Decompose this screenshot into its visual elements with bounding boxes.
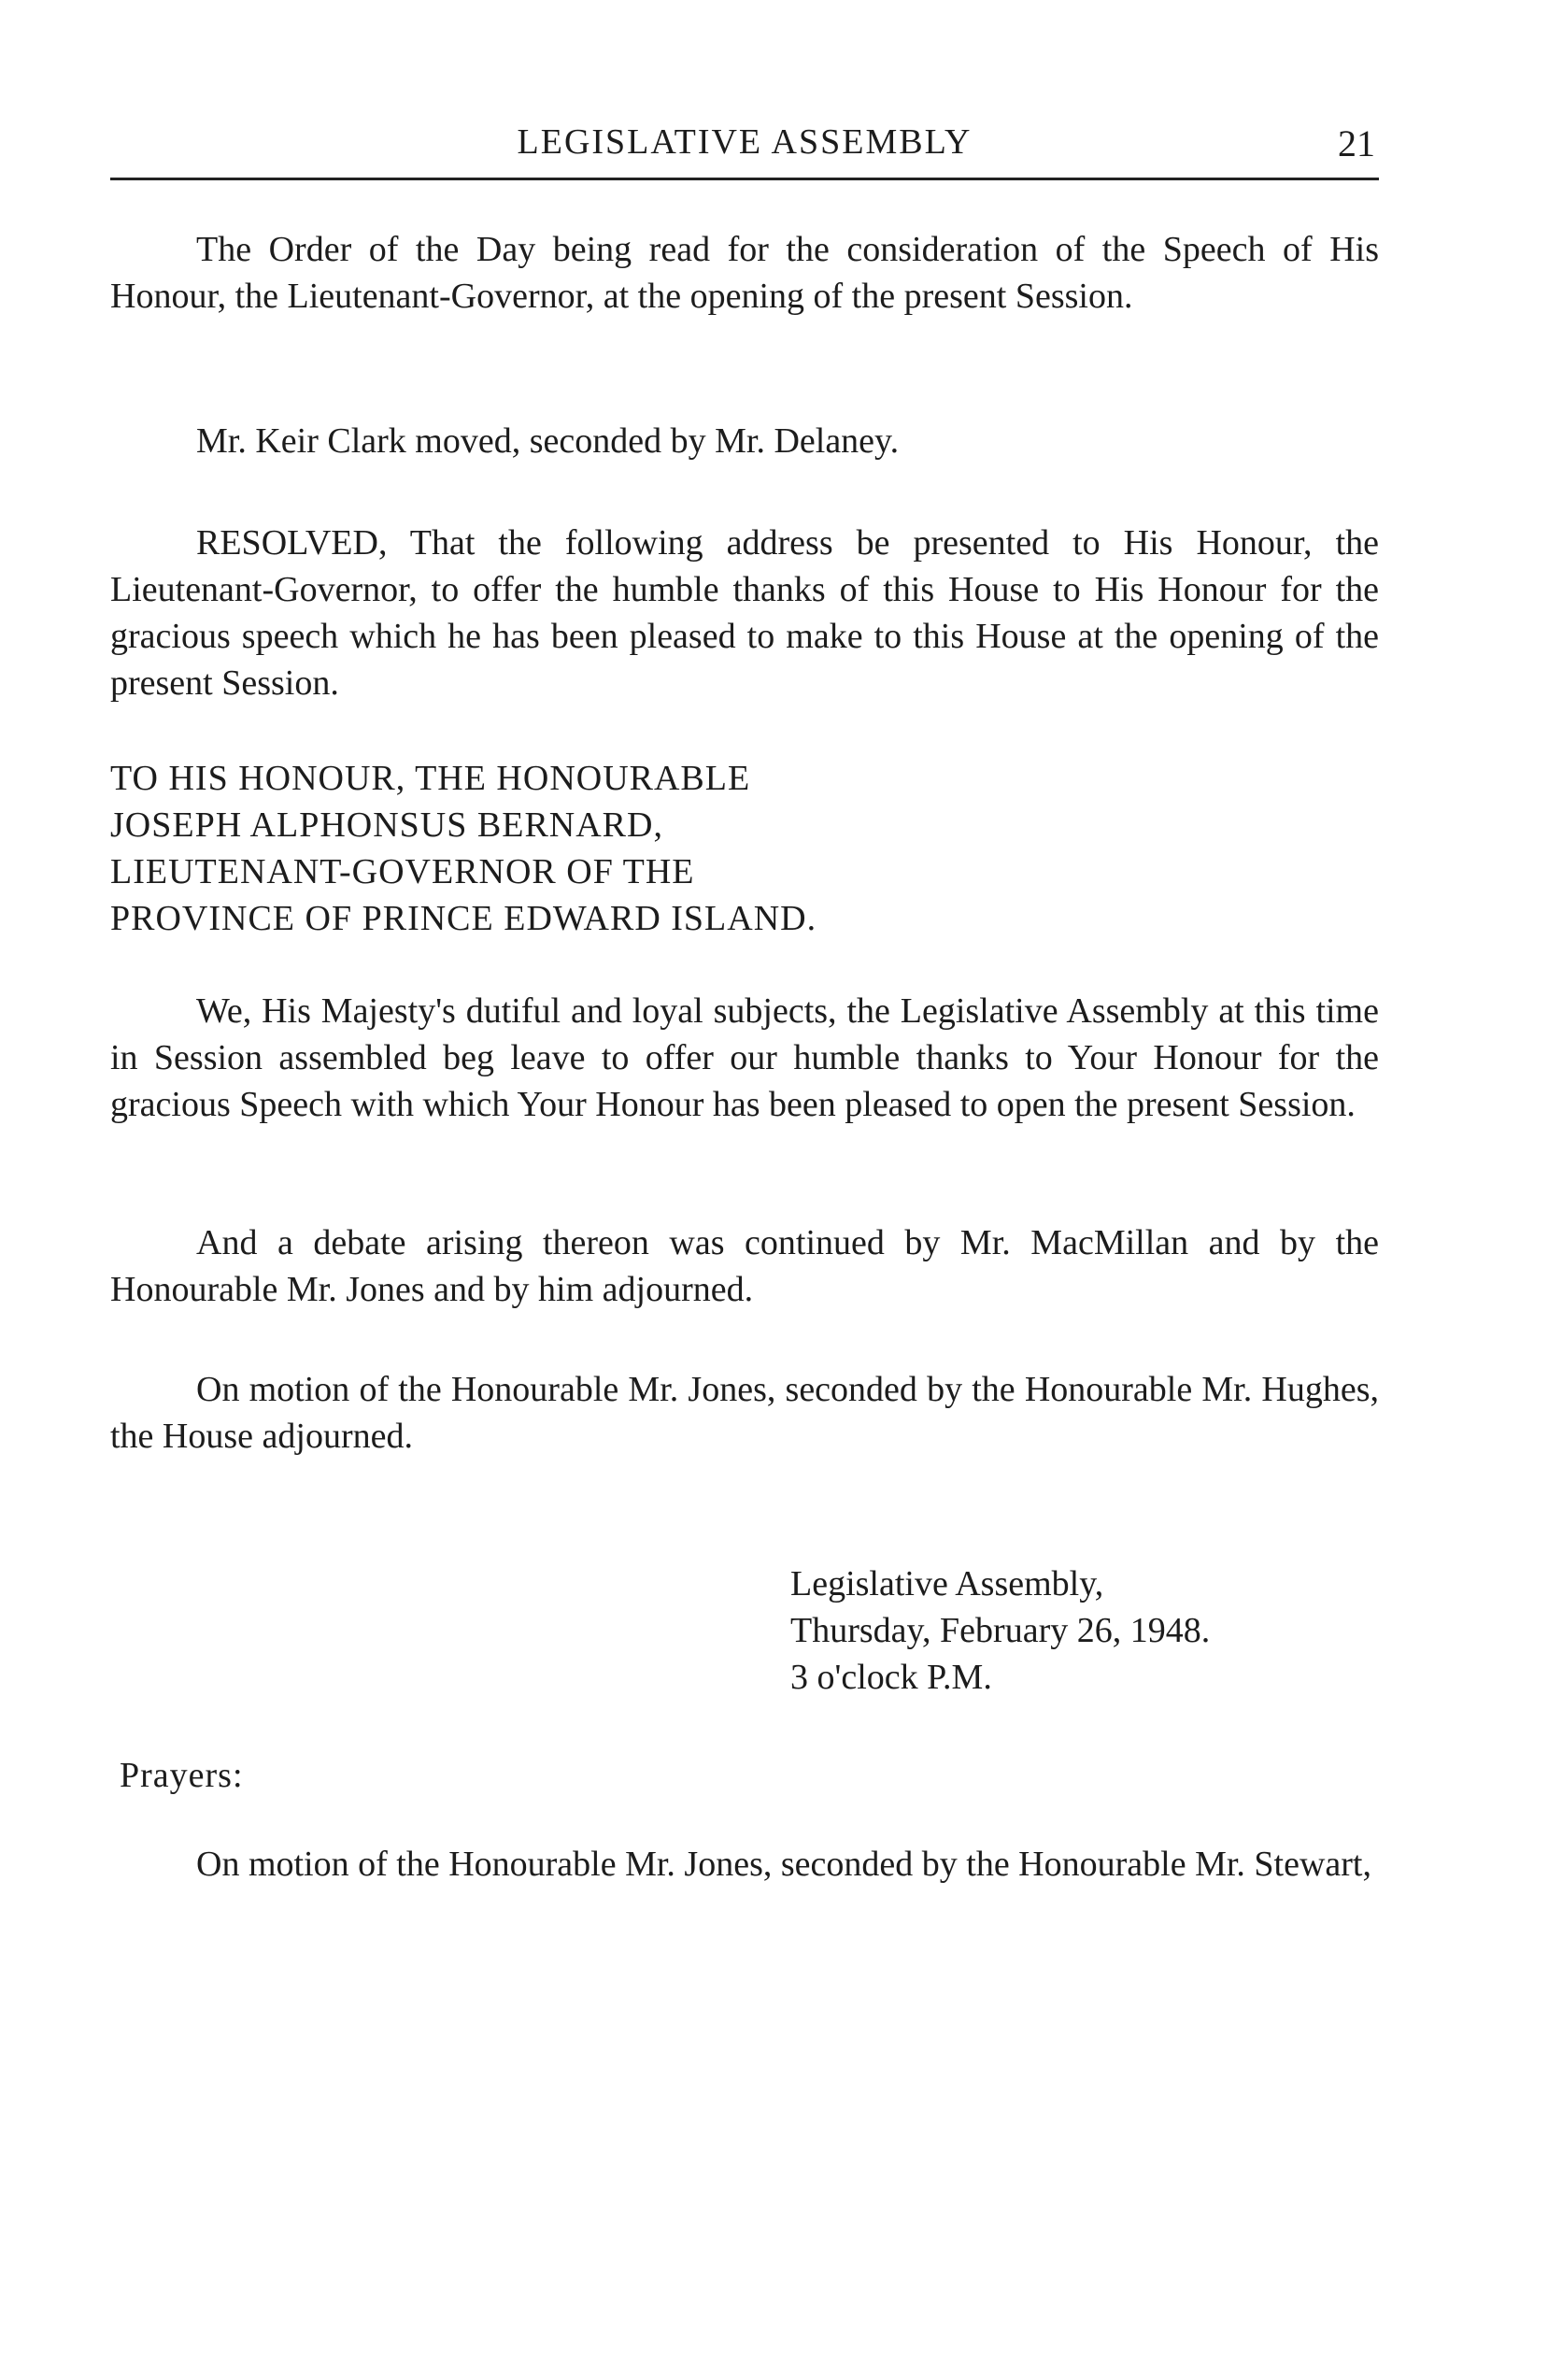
paragraph-final-motion: On motion of the Honourable Mr. Jones, seconded by the Honourable Mr. Stewart,: [196, 1845, 1371, 1884]
page-number: 21: [1338, 122, 1375, 164]
paragraph-motion: Mr. Keir Clark moved, seconded by Mr. Delaney.: [196, 421, 900, 461]
paragraph-loyal-subjects: We, His Majesty's dutiful and loyal subjects, the Legislative Assembly at this time in Session assembled beg leave to offer our humble thanks to Your Honour for the gracious Speech with which Your Honour has been pleased to open the present Session.: [110, 991, 1379, 1124]
paragraph-debate: And a debate arising thereon was continued by Mr. MacMillan and by the Honourable Mr. Jones and by him adjourned.: [110, 1223, 1379, 1309]
dateline-line: Thursday, February 26, 1948.: [790, 1611, 1211, 1650]
address-line: TO HIS HONOUR, THE HONOURABLE: [110, 759, 751, 798]
address-line: PROVINCE OF PRINCE EDWARD ISLAND.: [110, 899, 817, 938]
dateline: [790, 1561, 1210, 1701]
running-title: LEGISLATIVE ASSEMBLY: [517, 122, 973, 162]
dateline-line: 3 o'clock P.M.: [790, 1658, 992, 1697]
paragraph-resolved: RESOLVED, That the following address be presented to His Honour, the Lieutenant-Governor, to offer the humble thanks of this House to His Honour for the gracious speech which he has been pleased to make to this House at the opening of the present Session.: [110, 523, 1379, 703]
page-header: [110, 120, 1379, 180]
prayers-label: Prayers:: [120, 1756, 244, 1795]
paragraph-order-of-day: The Order of the Day being read for the consideration of the Speech of His Honour, the Lieutenant-Governor, at the opening of the present Session.: [110, 230, 1379, 316]
dateline-line: Legislative Assembly,: [790, 1564, 1104, 1603]
address-line: LIEUTENANT-GOVERNOR OF THE: [110, 852, 695, 891]
address-heading: [110, 755, 1379, 942]
paragraph-adjourned: On motion of the Honourable Mr. Jones, seconded by the Honourable Mr. Hughes, the House adjourned.: [110, 1370, 1379, 1456]
address-line: JOSEPH ALPHONSUS BERNARD,: [110, 805, 663, 845]
